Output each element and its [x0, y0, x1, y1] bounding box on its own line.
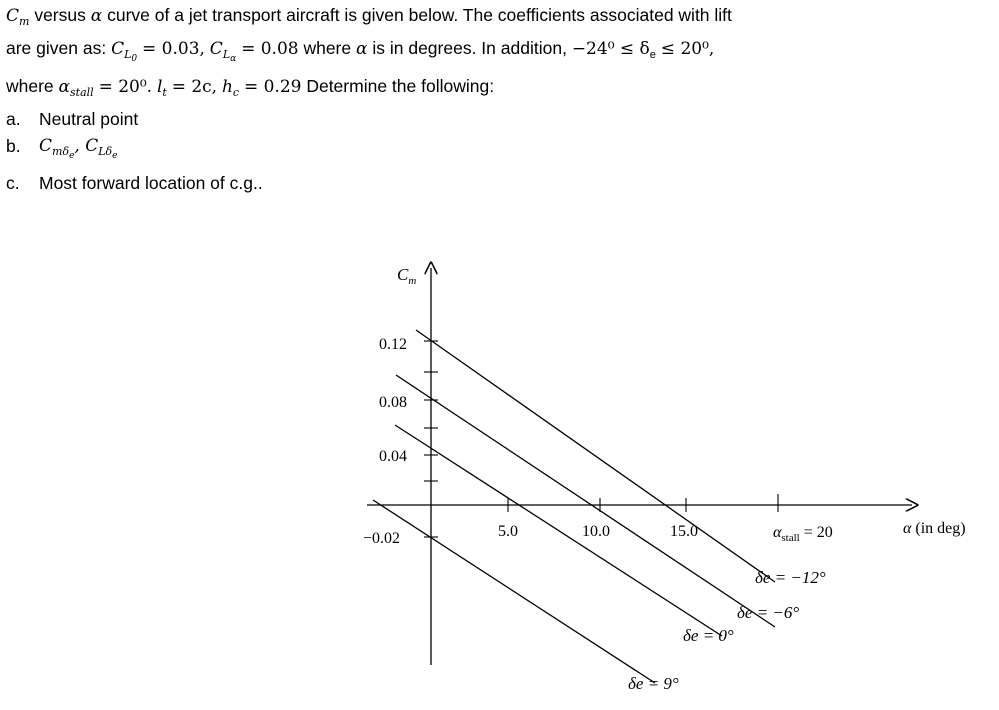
y-tick-0.12: 0.12: [379, 336, 407, 353]
x-tick-15: 15.0: [670, 523, 698, 540]
x-ticks: [508, 494, 778, 512]
series-de-m6: [396, 375, 775, 627]
y-axis-label: $C_m$: [397, 265, 417, 287]
y-tick-0.04: 0.04: [379, 448, 407, 465]
problem-line-1: $C_m$ versus α curve of a jet transport aircraft is given below. The coefficients associated with lift: [6, 5, 732, 28]
cm-symbol: $C_m$: [6, 6, 30, 28]
x-tick-5: 5.0: [498, 523, 518, 540]
x-tick-10: 10.0: [582, 523, 610, 540]
label-de-m12: δe = −12°: [755, 568, 826, 587]
label-de-m6: δe = −6°: [737, 603, 800, 622]
problem-line-2: are given as: $C_{L_0} = 0.03$, $C_{L_\alpha} = 0.08$ where α is in degrees. In addition, $-24^0 \le \delta_e \le 20^0$,: [6, 38, 715, 64]
item-a: a. Neutral point: [6, 109, 139, 129]
problem-line-3: where $\alpha_{stall} = 20^0$. $l_t = 2c$, $h_c = 0.29$ Determine the following:: [6, 76, 495, 99]
label-de-0: δe = 0°: [683, 626, 734, 645]
y-tick-0.08: 0.08: [379, 394, 407, 411]
series-de-m12: [416, 330, 775, 582]
y-tick-neg0.02: −0.02: [363, 530, 401, 547]
x-axis-label: α (in deg): [903, 520, 966, 537]
label-de-9: δe = 9°: [628, 674, 679, 693]
alpha-stall-label: $\alpha_{stall} = 20$: [773, 524, 833, 544]
item-b: b. $C_{m\delta_e}$, $C_{L\delta_e}$: [6, 136, 118, 161]
item-c: c. Most forward location of c.g..: [6, 173, 263, 193]
